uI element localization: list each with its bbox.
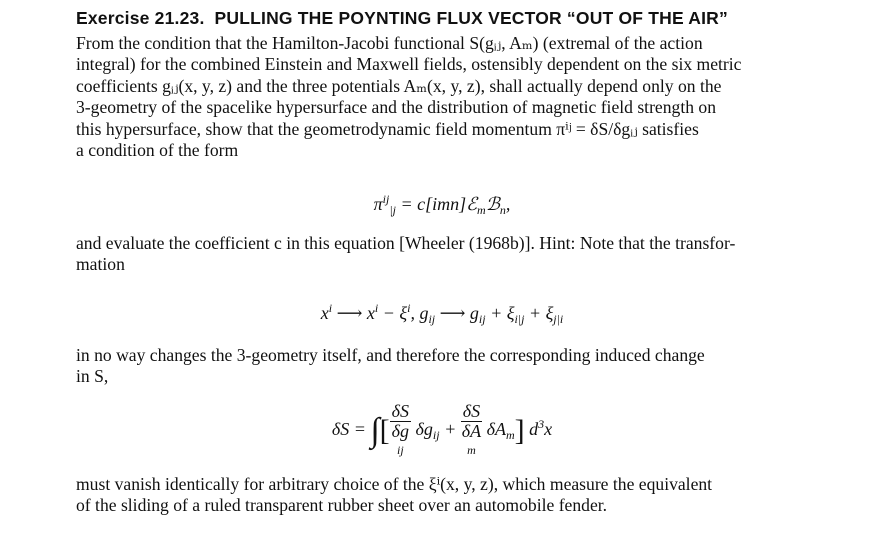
text-line: and evaluate the coefficient c in this equation [Wheeler (1968b)]. Hint: Note that the transfor- <box>76 233 736 253</box>
eq-superscript: i <box>374 301 379 315</box>
fraction-ds-da <box>461 402 482 460</box>
text-line: a condition of the form <box>76 139 239 160</box>
paragraph-conclusion <box>76 474 856 517</box>
fraction-ds-dg <box>390 402 411 460</box>
eq-superscript: 3 <box>538 417 545 432</box>
left-bracket: [ <box>379 414 390 447</box>
eq-symbol: δA <box>482 419 506 440</box>
text-line: in S, <box>76 366 109 387</box>
eq-symbol: δA <box>461 421 482 441</box>
eq-symbol: = c[imn]ℰ <box>400 194 478 214</box>
text-line: of the sliding of a ruled transparent rubber sheet over an automobile fender. <box>76 495 608 516</box>
exercise-number: Exercise 21.23. <box>76 8 205 28</box>
eq-symbol: x <box>544 419 553 440</box>
eq-subscript: |j <box>389 203 396 217</box>
fraction-numerator: δS <box>462 401 481 421</box>
paragraph-evaluate-coefficient <box>76 233 856 276</box>
text-line: mation <box>76 254 125 275</box>
text-line: integral) for the combined Einstein and Maxwell fields, ostensibly dependent on the six metric <box>76 54 742 75</box>
eq-symbol: δS = <box>331 419 371 440</box>
eq-symbol: δg <box>411 419 433 440</box>
eq-symbol: δg <box>391 421 410 441</box>
eq-subscript: i|j <box>514 312 525 326</box>
eq-symbol: x <box>320 303 329 323</box>
eq-subscript: n <box>499 203 506 217</box>
text-line: this hypersurface, show that the geometrodynamic field momentum πⁱʲ = δS/δgᵢⱼ satisfies <box>76 118 699 139</box>
equation-transformation <box>0 301 884 327</box>
eq-subscript: ij <box>432 428 440 443</box>
eq-subscript: m <box>506 428 515 443</box>
paragraph-problem-statement <box>76 33 856 161</box>
fraction-denominator <box>461 422 482 460</box>
eq-symbol: − ξ <box>378 303 408 323</box>
eq-symbol: π <box>373 194 383 214</box>
eq-symbol: + ξ <box>485 303 515 323</box>
exercise-title: PULLING THE POYNTING FLUX VECTOR “OUT OF THE AIR” <box>214 8 728 28</box>
fraction-denominator <box>390 422 411 460</box>
eq-symbol: ⟶ g <box>435 303 479 323</box>
eq-superscript: i <box>407 301 411 315</box>
text-line: coefficients gᵢⱼ(x, y, z) and the three potentials Aₘ(x, y, z), shall actually depend only on the <box>76 75 722 96</box>
eq-symbol: + <box>439 419 461 440</box>
eq-subscript: m <box>477 203 486 217</box>
eq-superscript: i <box>328 301 333 315</box>
text-line: 3-geometry of the spacelike hypersurface and the distribution of magnetic field strength on <box>76 97 717 118</box>
eq-subscript: j|i <box>553 312 564 326</box>
eq-subscript: m <box>467 443 476 457</box>
eq-subscript: ij <box>478 312 486 326</box>
eq-symbol: , <box>505 194 511 214</box>
eq-symbol: + ξ <box>524 303 554 323</box>
exercise-heading <box>76 8 876 29</box>
eq-symbol: ℬ <box>485 194 500 214</box>
eq-symbol: ⟶ x <box>332 303 375 323</box>
equation-variation <box>0 402 884 460</box>
text-line: From the condition that the Hamilton-Jacobi functional S(gᵢⱼ, Aₘ) (extremal of the action <box>76 33 703 53</box>
eq-symbol: , g <box>410 303 429 323</box>
paragraph-induced-change <box>76 345 856 388</box>
text-line: must vanish identically for arbitrary choice of the ξⁱ(x, y, z), which measure the equivalent <box>76 474 713 494</box>
integral-sign: ∫ <box>370 412 380 449</box>
eq-subscript: ij <box>397 443 404 457</box>
eq-superscript: ij <box>382 192 390 206</box>
eq-symbol: d <box>524 419 539 440</box>
equation-momentum-constraint <box>0 192 884 218</box>
text-line: in no way changes the 3-geometry itself, and therefore the corresponding induced change <box>76 345 705 365</box>
right-bracket: ] <box>514 414 525 447</box>
fraction-numerator: δS <box>391 401 410 421</box>
eq-subscript: ij <box>428 312 436 326</box>
